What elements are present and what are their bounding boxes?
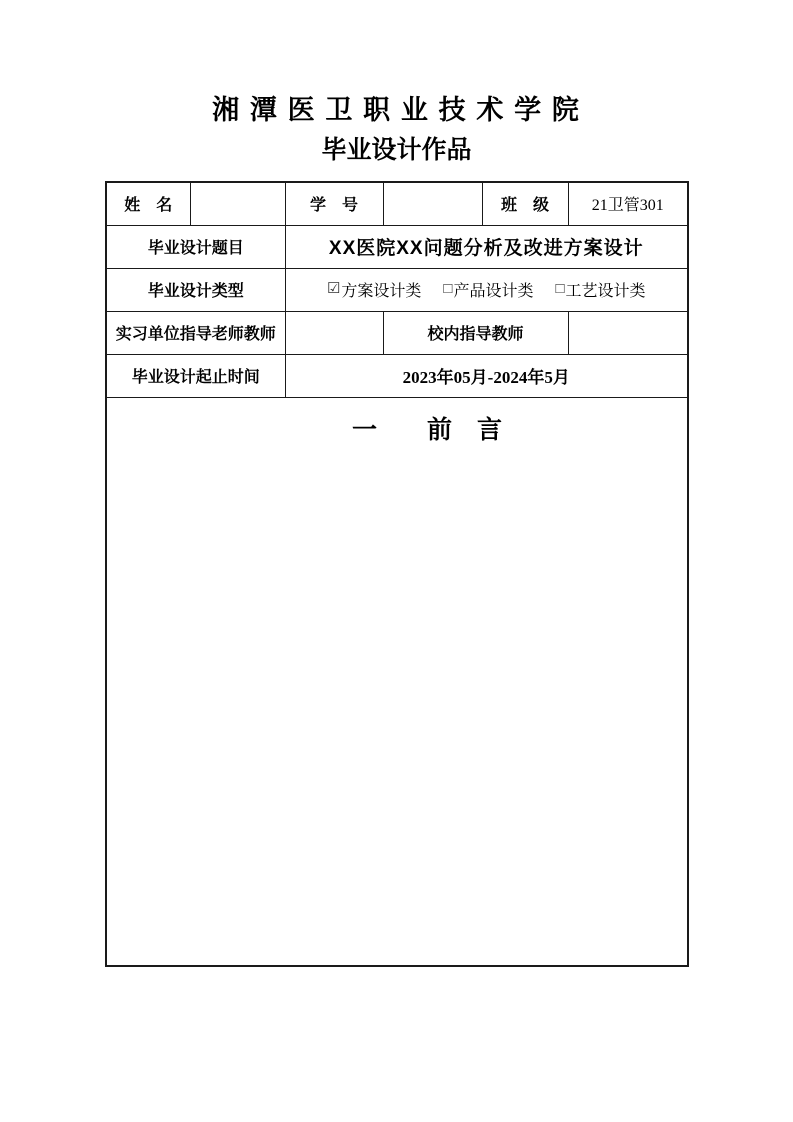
topic-label: 毕业设计题目 <box>147 240 244 257</box>
type-option-product-label: 产品设计类 <box>453 283 534 300</box>
type-options-cell <box>285 268 688 311</box>
type-label-cell <box>106 268 285 311</box>
row-basic-info <box>106 182 688 225</box>
intern-advisor-value-cell[interactable] <box>285 311 383 354</box>
type-option-craft-design[interactable] <box>555 278 645 301</box>
student-no-label: 学 号 <box>309 197 358 215</box>
type-option-craft-label: 工艺设计类 <box>565 283 646 300</box>
school-advisor-label: 校内指导教师 <box>427 326 524 343</box>
name-label-cell <box>106 182 190 225</box>
row-preface-section <box>106 397 688 966</box>
row-topic <box>106 225 688 268</box>
type-options-group <box>286 278 688 301</box>
student-no-value-cell[interactable] <box>383 182 482 225</box>
checkbox-unchecked-icon: □ <box>443 281 453 297</box>
duration-value: 2023年05月-2024年5月 <box>402 368 570 387</box>
topic-value-cell <box>285 225 688 268</box>
duration-value-cell <box>285 354 688 397</box>
school-name-title: 湘 潭 医 卫 职 业 技 术 学 院 <box>212 95 581 125</box>
doc-title: 毕业设计作品 <box>321 136 472 164</box>
class-value-cell <box>568 182 688 225</box>
checkbox-checked-icon: ☑ <box>326 281 341 297</box>
duration-label: 毕业设计起止时间 <box>131 369 260 386</box>
type-option-product-design[interactable] <box>443 278 533 301</box>
school-advisor-value-cell[interactable] <box>568 311 688 354</box>
class-value: 21卫管301 <box>591 197 664 215</box>
name-label: 姓 名 <box>124 197 173 215</box>
row-advisors <box>106 311 688 354</box>
type-option-plan-design[interactable] <box>327 278 421 301</box>
topic-value: XX医院XX问题分析及改进方案设计 <box>328 238 644 259</box>
type-label: 毕业设计类型 <box>147 283 244 300</box>
class-label: 班 级 <box>500 197 549 215</box>
duration-label-cell <box>106 354 285 397</box>
student-no-label-cell <box>285 182 383 225</box>
grad-design-form-table <box>105 181 689 967</box>
intern-advisor-label-cell <box>106 311 285 354</box>
school-advisor-label-cell <box>383 311 568 354</box>
topic-label-cell <box>106 225 285 268</box>
checkbox-unchecked-icon: □ <box>555 281 565 297</box>
preface-heading: 一 前 言 <box>351 415 502 444</box>
preface-section-cell <box>106 397 688 966</box>
type-option-plan-label: 方案设计类 <box>341 283 422 300</box>
intern-advisor-label: 实习单位指导老师教师 <box>115 326 276 343</box>
name-value-cell[interactable] <box>190 182 285 225</box>
row-duration <box>106 354 688 397</box>
class-label-cell <box>482 182 568 225</box>
row-type <box>106 268 688 311</box>
